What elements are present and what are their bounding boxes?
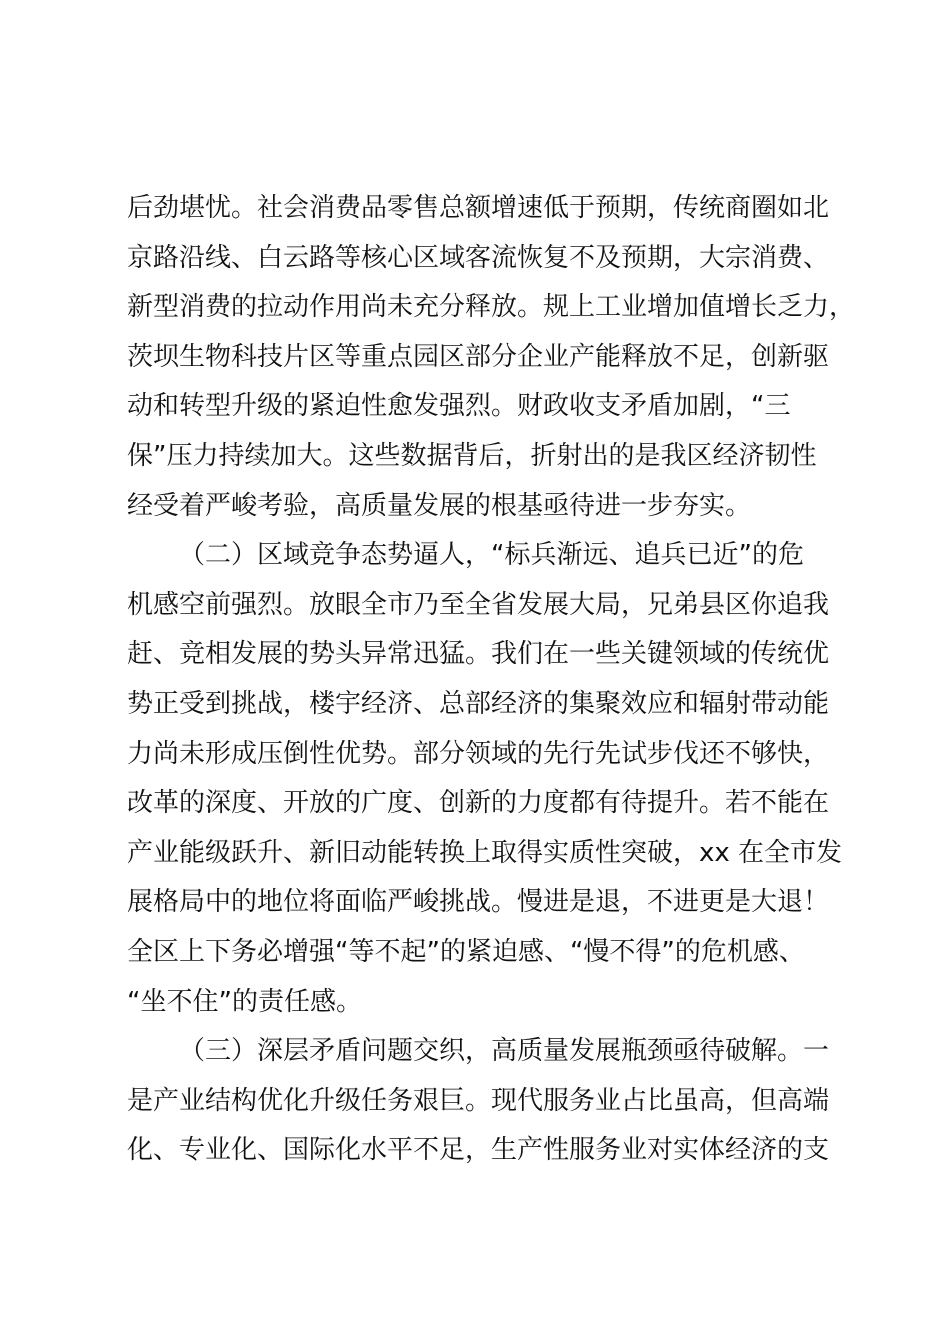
- body-text: [127, 184, 857, 1176]
- text-line: 产业能级跃升、新旧动能转换上取得实质性突破，xx 在全市发: [127, 837, 843, 868]
- text-line: 化、专业化、国际化水平不足，生产性服务业对实体经济的支: [127, 1135, 830, 1166]
- section-heading-line: （三）深层矛盾问题交织，高质量发展瓶颈亟待破解。一: [179, 1036, 830, 1067]
- section-heading-line: （二）区域竞争态势逼人，“标兵渐远、追兵已近”的危: [179, 540, 804, 571]
- text-line: 京路沿线、白云路等核心区域客流恢复不及预期，大宗消费、: [127, 242, 830, 273]
- text-line: 全区上下务必增强“等不起”的紧迫感、“慢不得”的危机感、: [127, 936, 805, 967]
- text-line: 力尚未形成压倒性优势。部分领域的先行先试步伐还不够快，: [127, 738, 830, 769]
- text-line: 新型消费的拉动作用尚未充分释放。规上工业增加值增长乏力，: [127, 292, 856, 323]
- text-line: 经受着严峻考验，高质量发展的根基亟待进一步夯实。: [127, 490, 752, 521]
- text-line: 展格局中的地位将面临严峻挑战。慢进是退，不进更是大退！: [127, 887, 830, 918]
- text-line: 势正受到挑战，楼宇经济、总部经济的集聚效应和辐射带动能: [127, 688, 830, 719]
- text-line: “坐不住”的责任感。: [127, 986, 362, 1017]
- text-line: 机感空前强烈。放眼全市乃至全省发展大局，兄弟县区你追我: [127, 589, 830, 620]
- text-line: 保”压力持续加大。这些数据背后，折射出的是我区经济韧性: [127, 440, 817, 471]
- text-line: 动和转型升级的紧迫性愈发强烈。财政收支矛盾加剧，“三: [127, 391, 791, 422]
- text-line: 改革的深度、开放的广度、创新的力度都有待提升。若不能在: [127, 788, 830, 819]
- text-line: 茨坝生物科技片区等重点园区部分企业产能释放不足，创新驱: [127, 341, 830, 372]
- text-line: 是产业结构优化升级任务艰巨。现代服务业占比虽高，但高端: [127, 1085, 830, 1116]
- text-line: 后劲堪忧。社会消费品零售总额增速低于预期，传统商圈如北: [127, 193, 830, 223]
- text-line: 赶、竞相发展的势头异常迅猛。我们在一些关键领域的传统优: [127, 639, 830, 670]
